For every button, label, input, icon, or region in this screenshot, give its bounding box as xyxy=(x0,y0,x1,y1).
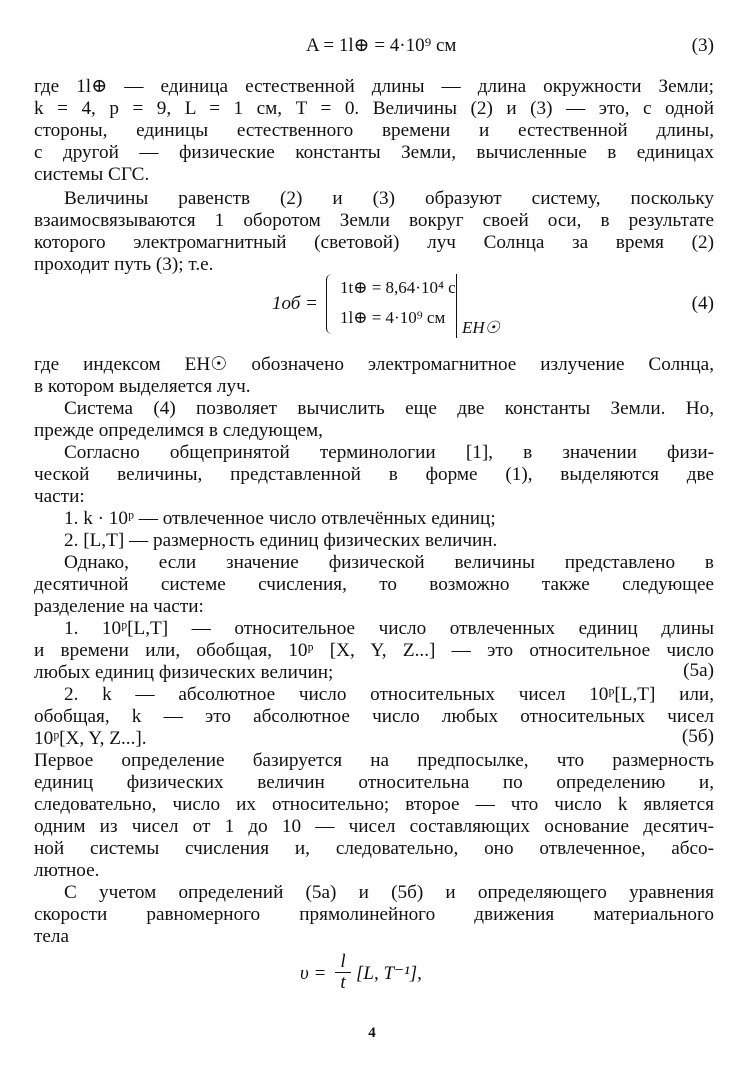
text-line: С учетом определений (5а) и (5б) и определяющего уравнения xyxy=(64,882,714,903)
formula-4-lhs: 1об = xyxy=(272,293,318,314)
formula-3: A = 1l⊕ = 4·10⁹ см xyxy=(306,35,457,56)
text-line: ной системы счисления и, следовательно, оно отвлеченное, абсо- xyxy=(34,838,714,859)
text-line: единиц физических величин относительна по определению и, xyxy=(34,772,714,793)
text-line: прежде определимся в следующем, xyxy=(34,420,323,441)
paragraph-2 xyxy=(34,188,714,276)
text-line: 10ᵖ[X, Y, Z...]. xyxy=(34,728,147,749)
formula-4-line-1: 1t⊕ = 8,64·10⁴ с xyxy=(340,278,456,297)
text-line: части: xyxy=(34,486,85,507)
text-line: одним из чисел от 1 до 10 — чисел составляющих основание десятич- xyxy=(34,816,714,837)
list-item: 2. [L,T] — размерность единиц физических величин. xyxy=(64,530,498,551)
formula-v-denominator: t xyxy=(340,972,346,993)
text-line: Первое определение базируется на предпосылке, что размерность xyxy=(34,750,714,771)
item-5a xyxy=(34,618,714,684)
formula-4-side: EH☉ xyxy=(462,318,500,337)
text-line: системы СГС. xyxy=(34,164,150,185)
text-line: десятичной системе счисления, то возможно также следующее xyxy=(34,574,714,595)
text-line: k = 4, p = 9, L = 1 см, T = 0. Величины (2) и (3) — это, с одной xyxy=(34,98,714,119)
text-line: стороны, единицы естественного времени и естественной длины, xyxy=(34,120,714,141)
text-line: тела xyxy=(34,926,69,947)
formula-v-fraction xyxy=(335,952,351,993)
paragraph-3 xyxy=(34,354,714,398)
text-line: 1. 10ᵖ[L,T] — относительное число отвлеченных единиц длины xyxy=(64,618,714,639)
paragraph-7 xyxy=(34,750,714,882)
item-5a-number: (5а) xyxy=(683,660,714,681)
paragraph-1 xyxy=(34,76,714,186)
formula-4-number: (4) xyxy=(691,293,714,314)
formula-v-numerator: l xyxy=(335,952,351,973)
text-line: проходит путь (3); т.е. xyxy=(34,254,214,275)
paragraph-5 xyxy=(34,442,714,508)
formula-4-brace xyxy=(326,274,337,334)
text-line: обобщая, k — это абсолютное число любых относительных чисел xyxy=(34,706,714,727)
text-line: Система (4) позволяет вычислить еще две константы Земли. Но, xyxy=(64,398,714,419)
text-line: Однако, если значение физической величины представлено в xyxy=(64,552,714,573)
text-line: где индексом EH☉ обозначено электромагнитное излучение Солнца, xyxy=(34,354,714,375)
list-item: 1. k · 10ᵖ — отвлеченное число отвлечённых единиц; xyxy=(64,508,496,529)
text-line: взаимосвязываются 1 оборотом Земли вокруг своей оси, в результате xyxy=(34,210,714,231)
text-line: лютное. xyxy=(34,860,100,881)
text-line: в котором выделяется луч. xyxy=(34,376,251,397)
list-components xyxy=(34,508,714,552)
text-line: которого электромагнитный (световой) луч Солнца за время (2) xyxy=(34,232,714,253)
page-number: 4 xyxy=(368,1025,376,1041)
text-line: любых единиц физических величин; xyxy=(34,662,334,683)
text-line: с другой — физические константы Земли, вычисленные в единицах xyxy=(34,142,714,163)
text-line: скорости равномерного прямолинейного движения материального xyxy=(34,904,714,925)
text-line: 2. k — абсолютное число относительных чисел 10ᵖ[L,T] или, xyxy=(64,684,714,705)
item-5b-number: (5б) xyxy=(681,726,714,747)
paragraph-4 xyxy=(34,398,714,442)
formula-3-number: (3) xyxy=(691,35,714,56)
paragraph-6 xyxy=(34,552,714,618)
text-line: где 1l⊕ — единица естественной длины — длина окружности Земли; xyxy=(34,76,714,97)
formula-4-bar xyxy=(456,274,457,338)
item-5b xyxy=(34,684,714,750)
text-line: Согласно общепринятой терминологии [1], в значении физи- xyxy=(64,442,714,463)
text-line: Величины равенств (2) и (3) образуют систему, поскольку xyxy=(64,188,714,209)
text-line: и времени или, обобщая, 10ᵖ [X, Y, Z...] — это относительное число xyxy=(34,640,714,661)
formula-4-line-2: 1l⊕ = 4·10⁹ см xyxy=(340,308,446,327)
formula-v-lhs: υ = xyxy=(300,963,327,984)
formula-v-rhs: [L, T⁻¹], xyxy=(356,963,422,984)
text-line: разделение на части: xyxy=(34,596,204,617)
text-line: следовательно, число их относительно; второе — что число k является xyxy=(34,794,714,815)
text-line: ческой величины, представленной в форме (1), выделяются две xyxy=(34,464,714,485)
paragraph-8 xyxy=(34,882,714,948)
